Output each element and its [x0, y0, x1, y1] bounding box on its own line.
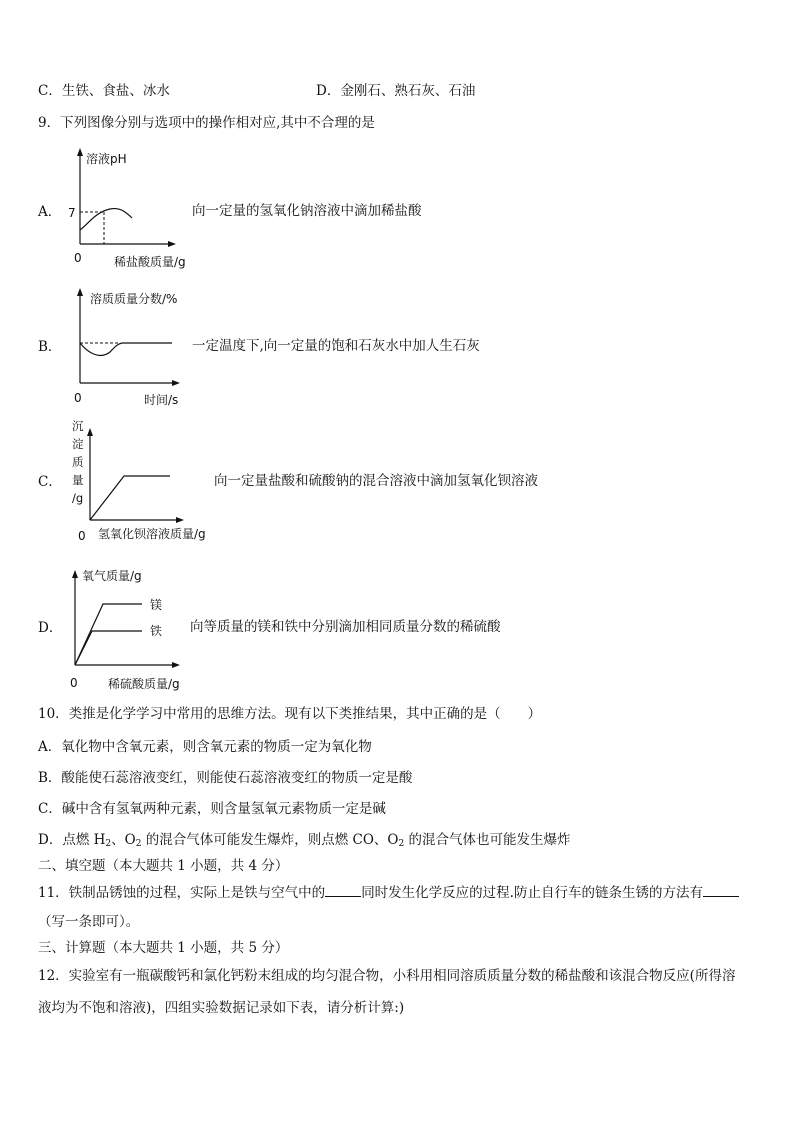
graph-b-xlabel: 时间/s [144, 393, 179, 407]
q9-option-b-desc: 一定温度下,向一定量的饱和石灰水中加人生石灰 [192, 338, 480, 354]
section-fill-in-heading: 二、填空题（本大题共 1 小题，共 4 分） [38, 858, 289, 874]
q10-d-text-2: 、O [111, 832, 136, 848]
q10-d-text-3: 的混合气体可能发生爆炸，则点燃 CO、O [141, 832, 399, 848]
q9-option-d-desc: 向等质量的镁和铁中分别滴加相同质量分数的稀硫酸 [190, 619, 501, 635]
graph-d-x-arrow [172, 662, 180, 668]
q10-option-d [38, 830, 571, 854]
graph-a-ylabel: 溶液pH [86, 152, 127, 166]
q10-d-text-1: D．点燃 H [38, 832, 106, 848]
graph-d-series-fe: 铁 [150, 624, 163, 638]
graph-c-ylabel-5: /g [72, 491, 84, 505]
q9-option-b-letter: B． [38, 339, 62, 355]
graph-c-ylabel-4: 量 [72, 473, 84, 487]
q10-option-b: B．酸能使石蕊溶液变红，则能使石蕊溶液变红的物质一定是酸 [38, 770, 413, 786]
q11-text-1: 11．铁制品锈蚀的过程，实际上是铁与空气中的 [38, 885, 326, 901]
q9-option-a-desc: 向一定量的氢氧化钠溶液中滴加稀盐酸 [192, 203, 422, 219]
q9-option-a-letter: A． [38, 204, 62, 220]
q10-d-sub-3: 2 [398, 839, 405, 849]
q11-line1 [38, 882, 739, 903]
q9-stem: 9．下列图像分别与选项中的操作相对应,其中不合理的是 [38, 115, 375, 131]
graph-a-origin: 0 [74, 251, 82, 265]
graph-d-series-mg: 镁 [150, 598, 163, 612]
graph-d-magnesium-line [75, 604, 142, 665]
graph-d-xlabel: 稀硫酸质量/g [108, 677, 180, 691]
section-calculation-heading: 三、计算题（本大题共 1 小题，共 5 分） [38, 940, 289, 956]
q11-line2: （写一条即可）。 [38, 914, 140, 930]
q8-option-d: D．金刚石、熟石灰、石油 [316, 83, 476, 99]
q9-option-c-letter: C． [38, 474, 62, 490]
graph-d-y-arrow [72, 570, 78, 578]
graph-c-ylabel-3: 质 [72, 455, 84, 469]
q12-line2: 液均为不饱和溶液)，四组实验数据记录如下表，请分析计算:) [38, 1000, 405, 1016]
q10-d-text-4: 的混合气体也可能发生爆炸 [404, 832, 571, 848]
graph-b-origin: 0 [74, 391, 82, 405]
graph-d-ylabel: 氧气质量/g [82, 569, 142, 583]
q11-blank-1[interactable] [325, 882, 361, 897]
q10-option-c: C．碱中含有氢氧两种元素，则含量氢氧元素物质一定是碱 [38, 801, 386, 817]
graph-b-ylabel: 溶质质量分数/% [90, 292, 178, 306]
graph-c-ylabel-2: 淀 [72, 437, 84, 451]
graph-d-origin: 0 [70, 676, 78, 690]
q12-line1: 12．实验室有一瓶碳酸钙和氯化钙粉末组成的均匀混合物，小科用相同溶质质量分数的稀盐酸和该混合物反应(所得溶 [38, 968, 736, 984]
q9-option-c-desc: 向一定量盐酸和硫酸钠的混合溶液中滴加氢氧化钡溶液 [214, 473, 538, 489]
graph-c-ylabel-1: 沉 [72, 419, 84, 433]
graph-c-xlabel: 氢氧化钡溶液质量/g [98, 527, 206, 541]
graph-c-origin: 0 [78, 529, 86, 543]
q10-d-sub-1: 2 [105, 839, 112, 849]
q11-text-2: 同时发生化学反应的过程.防止自行车的链条生锈的方法有 [361, 885, 703, 901]
q10-stem: 10．类推是化学学习中常用的思维方法。现有以下类推结果，其中正确的是（ ） [38, 706, 542, 722]
graph-d-iron-line [75, 631, 142, 665]
graph-a-y7: 7 [68, 206, 76, 220]
q9-option-d-letter: D． [38, 620, 63, 636]
q8-option-c: C．生铁、食盐、冰水 [38, 83, 170, 99]
q10-option-a: A．氧化物中含氧元素，则含氧元素的物质一定为氧化物 [38, 739, 372, 755]
q10-d-sub-2: 2 [135, 839, 142, 849]
q11-blank-2[interactable] [703, 882, 739, 897]
graph-a-xlabel: 稀盐酸质量/g [114, 255, 186, 269]
